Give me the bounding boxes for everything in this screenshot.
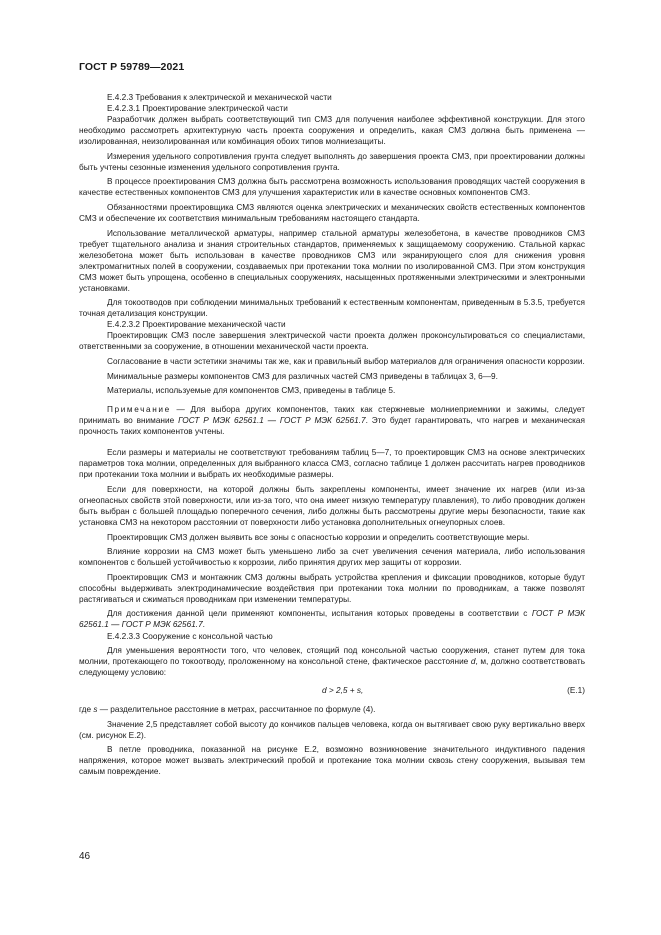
paragraph: Обязанностями проектировщика СМЗ являются оценка электрических и механических свойств естественных компонентов СМЗ и обеспечение их соответствия минимальным требованиям настоящего стандарта.	[79, 202, 585, 223]
paragraph-text: Для достижения данной цели применяют компоненты, испытания которых проведены в соответствии с	[107, 609, 532, 619]
variable-d: d	[470, 657, 476, 667]
formula-e1	[79, 685, 585, 696]
paragraph: Если для поверхности, на которой должны быть закреплены компоненты, имеет значение их нагрев (или из-за огнеопасных свойств этой поверхности, или из-за того, что она имеет низкую температуру плавления), то либо проводник должен быть выбран с большей площадью поперечного сечения, либо должны быть рассмотрены другие меры безопасности, такие как установка СМЗ на некотором расстоянии от поверхности либо установка дополнительных огнеупорных слоев.	[79, 484, 585, 528]
formula-legend	[79, 704, 585, 715]
paragraph-text: — разделительное расстояние в метрах, рассчитанное по формуле (4).	[97, 705, 376, 715]
paragraph-text: .	[202, 620, 205, 630]
paragraph: Проектировщик СМЗ должен выявить все зоны с опасностью коррозии и определить соответствующие меры.	[107, 532, 530, 542]
paragraph: Для токоотводов при соблюдении минимальных требований к естественным компонентам, приведенным в 5.3.5, требуется точная детализация конструкции.	[79, 298, 585, 319]
paragraph: Материалы, используемые для компонентов СМЗ, приведены в таблице 5.	[107, 386, 396, 396]
paragraph: Проектировщик СМЗ и монтажник СМЗ должны выбрать устройства крепления и фиксации проводников, которые будут способны выдерживать электродинамические воздействия при протекании тока молнии по проводникам, а также позволят растягиваться и сжиматься проводникам при изменении температуры.	[79, 572, 585, 604]
note-text: — Для выбора других компонентов, таких как стержневые молниеприемники и зажимы, следует принимать во внимание	[79, 405, 585, 426]
formula-number: (Е.1)	[567, 686, 585, 696]
paragraph: Измерения удельного сопротивления грунта следует выполнять до завершения проекта СМЗ, при проектировании должны быть учтены сезонные изменения удельного сопротивления грунта.	[79, 151, 585, 172]
paragraph-text: , м, должно соответствовать следующему условию:	[79, 657, 585, 678]
paragraph: Проектировщик СМЗ после завершения электрической части проекта должен проконсультироваться со специалистами, ответственными за сооружение, в отношении механической части проекта.	[79, 331, 585, 352]
note-text: . Это будет гарантировать, что нагрев и механическая прочность таких компонентов учтены.	[79, 416, 585, 437]
standard-reference: ГОСТ Р МЭК 62561.1 — ГОСТ Р МЭК 62561.7	[178, 416, 366, 426]
paragraph: Согласование в части эстетики значимы так же, как и правильный выбор материалов для ограничения опасности коррозии.	[107, 357, 585, 367]
subsection-heading-e4231: Е.4.2.3.1 Проектирование электрической части	[107, 104, 288, 114]
paragraph: Значение 2,5 представляет собой высоту до кончиков пальцев человека, когда он вытягивает свою руку вертикально вверх (см. рисунок Е.2).	[79, 719, 585, 740]
paragraph	[79, 608, 585, 630]
paragraph: Разработчик должен выбрать соответствующий тип СМЗ для получения наиболее эффективной конструкции. Для этого необходимо рассмотреть архитектурную часть проекта сооружения и определить, какая СМЗ должна быть применена — изолированная, неизолированная или комбинация обоих типов молниезащиты.	[79, 115, 585, 147]
paragraph-text: Для уменьшения вероятности того, что человек, стоящий под консольной частью сооружения, станет путем для тока молнии, протекающего по токоотводу, проложенному на консольной стене, фактическое расстояние	[79, 646, 585, 667]
page-number: 46	[79, 851, 91, 862]
document-body	[79, 92, 585, 777]
subsection-heading-e4232: Е.4.2.3.2 Проектирование механической части	[107, 320, 286, 330]
note-paragraph	[79, 404, 585, 437]
variable-s: s	[93, 705, 98, 715]
document-header: ГОСТ Р 59789—2021	[79, 61, 185, 73]
paragraph: В процессе проектирования СМЗ должна быть рассмотрена возможность использования проводящих частей сооружения в качестве естественных компонентов СМЗ для улучшения характеристик или в качестве основных компонентов СМЗ.	[79, 177, 585, 198]
paragraph: Минимальные размеры компонентов СМЗ для различных частей СМЗ приведены в таблицах 3, 6—9.	[107, 371, 498, 381]
standard-reference: ГОСТ Р МЭК 62561.1 — ГОСТ Р МЭК 62561.7	[79, 609, 585, 630]
paragraph: Использование металлической арматуры, например стальной арматуры железобетона, в качестве проводников СМЗ требует тщательного анализа и знания строительных стандартов, применяемых к защищаемому сооружению. Стальной каркас железобетона может быть использован в качестве проводников СМЗ или экранирующего слоя для снижения уровня электромагнитных полей в сооружении, создаваемых при протекании тока молнии по изолированной СМЗ. При этом конструкция СМЗ может быть упрощена, особенно в специальных сооружениях, насыщенных протяженными электрическими и электронными установками.	[79, 228, 585, 293]
paragraph: Влияние коррозии на СМЗ может быть уменьшено либо за счет увеличения сечения материала, либо использования компонентов с большей устойчивостью к коррозии, либо принятия других мер защиты от коррозии.	[79, 547, 585, 568]
formula-expression: d > 2,5 + s,	[322, 686, 364, 696]
paragraph: Если размеры и материалы не соответствуют требованиям таблиц 5—7, то проектировщик СМЗ на основе электрических параметров тока молнии, определенных для выбранного класса СМЗ, согласно таблице 1 должен рассчитать нагрев проводников при протекании тока молнии и выбрать их необходимые размеры.	[79, 448, 585, 480]
paragraph-text: где	[79, 705, 94, 715]
paragraph: В петле проводника, показанной на рисунке Е.2, возможно возникновение значительного индуктивного падения напряжения, которое может вызвать электрический пробой и протекание тока молнии сквозь стену сооружения, вызывая тем самым повреждение.	[79, 745, 585, 777]
paragraph	[79, 645, 585, 678]
note-label: Примечание	[107, 405, 171, 415]
subsection-heading-e4233: Е.4.2.3.3 Сооружение с консольной частью	[107, 631, 273, 641]
section-heading-e423: Е.4.2.3 Требования к электрической и механической части	[107, 93, 332, 102]
